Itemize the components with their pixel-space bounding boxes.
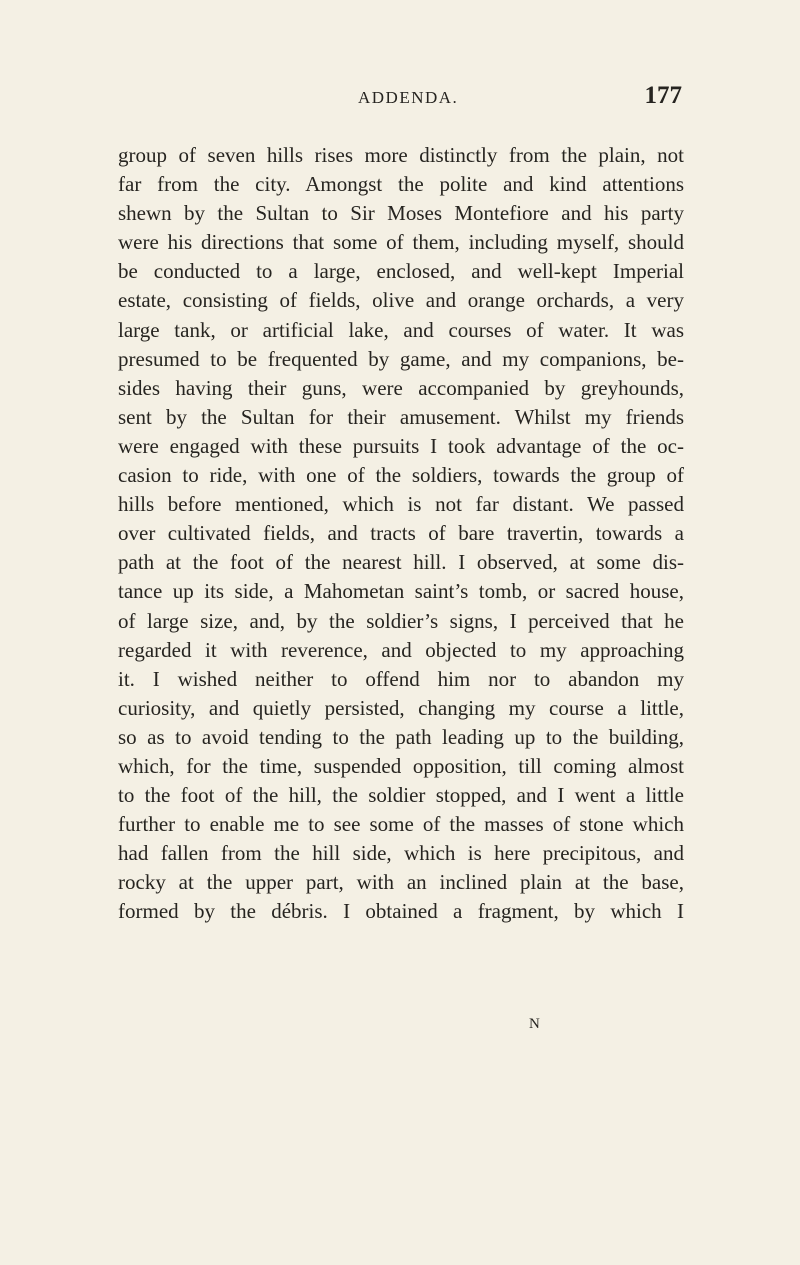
text-line: group of seven hills rises more distinctly from the plain, not <box>118 143 684 167</box>
text-line: to the foot of the hill, the soldier stopped, and I went a little <box>118 783 684 808</box>
text-line: so as to avoid tending to the path leading up to the building, <box>118 724 684 749</box>
text-line: formed by the débris. I obtained a fragment, by which I <box>118 899 684 924</box>
page-number: 177 <box>644 82 682 109</box>
text-line: rocky at the upper part, with an inclined plain at the base, <box>118 870 684 895</box>
running-head <box>120 82 682 118</box>
text-line: casion to ride, with one of the soldiers, towards the group of <box>118 463 684 488</box>
text-line: far from the city. Amongst the polite and kind attentions <box>118 172 684 197</box>
text-line: regarded it with reverence, and objected to my approaching <box>118 637 684 662</box>
text-line: which, for the time, suspended opposition, till coming almost <box>118 753 684 778</box>
text-line: it. I wished neither to offend him nor to abandon my <box>118 666 684 691</box>
running-title: ADDENDA. <box>358 88 459 107</box>
text-line: tance up its side, a Mahometan saint’s tomb, or sacred house, <box>118 579 684 604</box>
text-line: hills before mentioned, which is not far distant. We passed <box>118 492 684 517</box>
text-line: curiosity, and quietly persisted, changing my course a little, <box>118 695 684 720</box>
text-line: of large size, and, by the soldier’s signs, I perceived that he <box>118 608 684 633</box>
text-line: path at the foot of the nearest hill. I observed, at some dis- <box>118 550 684 575</box>
body-text <box>118 141 684 927</box>
text-line: were his directions that some of them, including myself, should <box>118 230 684 255</box>
text-line: presumed to be frequented by game, and my companions, be- <box>118 346 684 371</box>
signature-mark: N <box>529 1016 540 1032</box>
text-line: had fallen from the hill side, which is here precipitous, and <box>118 841 684 866</box>
text-line: shewn by the Sultan to Sir Moses Montefiore and his party <box>118 201 684 226</box>
text-line: over cultivated fields, and tracts of bare travertin, towards a <box>118 521 684 546</box>
text-line: were engaged with these pursuits I took advantage of the oc- <box>118 433 684 458</box>
text-line: sent by the Sultan for their amusement. Whilst my friends <box>118 404 684 429</box>
text-line: estate, consisting of fields, olive and orange orchards, a very <box>118 288 684 313</box>
text-line: sides having their guns, were accompanied by greyhounds, <box>118 375 684 400</box>
text-line: further to enable me to see some of the masses of stone which <box>118 812 684 837</box>
text-line: be conducted to a large, enclosed, and well-kept Imperial <box>118 259 684 284</box>
text-line: large tank, or artificial lake, and courses of water. It was <box>118 317 684 342</box>
